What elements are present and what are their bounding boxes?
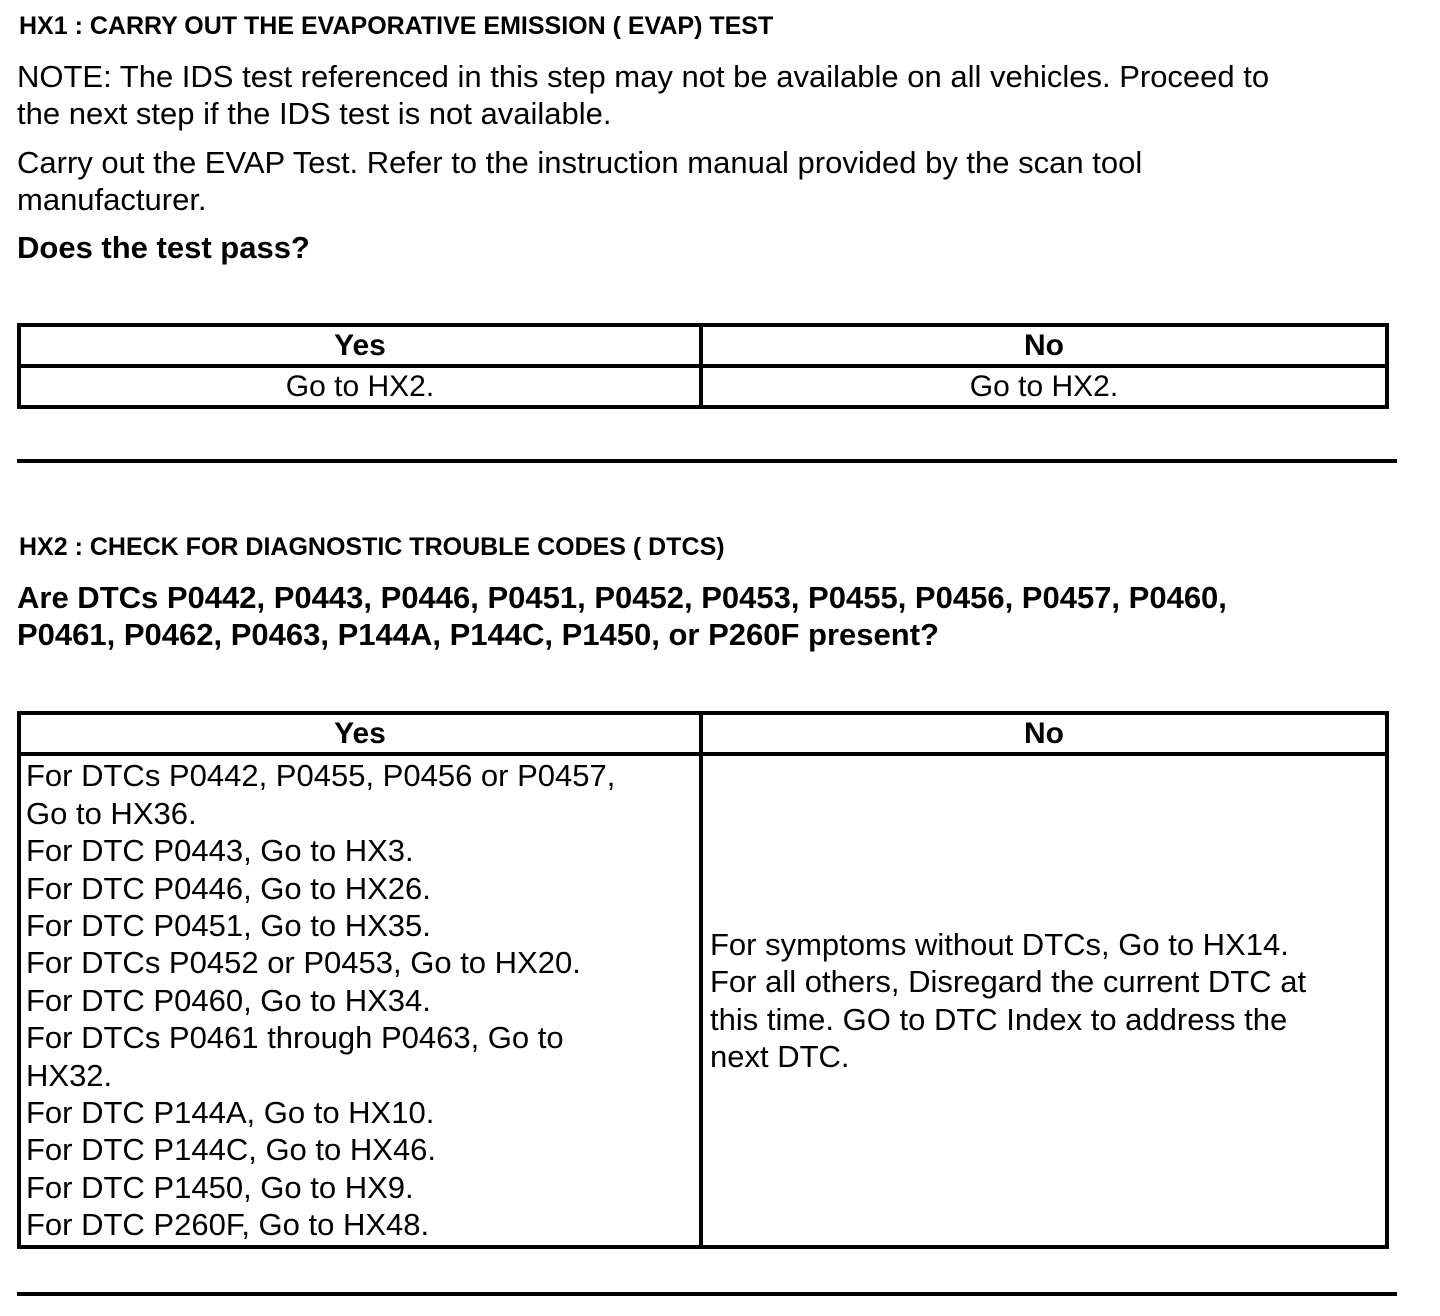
- note-line: NOTE: The IDS test referenced in this step may not be available on all vehicles. Proceed to: [17, 59, 1270, 94]
- no-result-line: For all others, Disregard the current DTC at: [710, 964, 1307, 1000]
- note-line: the next step if the IDS test is not available.: [17, 96, 612, 131]
- hx1-note: [17, 58, 1269, 132]
- question-line: Are DTCs P0442, P0443, P0446, P0451, P0452, P0453, P0455, P0456, P0457, P0460,: [17, 580, 1227, 615]
- yes-result-line: HX32.: [26, 1057, 113, 1093]
- yes-header: Yes: [19, 325, 701, 366]
- yes-result-line: For DTC P0443, Go to HX3.: [26, 833, 414, 869]
- hx1-heading: HX1 : CARRY OUT THE EVAPORATIVE EMISSION ( EVAP) TEST: [19, 12, 774, 40]
- no-result-line: next DTC.: [710, 1038, 850, 1074]
- yes-result: Go to HX2.: [19, 366, 701, 407]
- no-header: No: [701, 325, 1387, 366]
- question-line: P0461, P0462, P0463, P144A, P144C, P1450, or P260F present?: [17, 617, 939, 652]
- instruction-line: manufacturer.: [17, 182, 207, 217]
- hx2-question: [17, 579, 1227, 653]
- yes-result-line: For DTCs P0452 or P0453, Go to HX20.: [26, 945, 581, 981]
- yes-result-line: For DTC P0446, Go to HX26.: [26, 870, 431, 906]
- hx2-heading: HX2 : CHECK FOR DIAGNOSTIC TROUBLE CODES ( DTCS): [19, 533, 725, 561]
- no-result: Go to HX2.: [701, 366, 1387, 407]
- hx1-question: Does the test pass?: [17, 230, 310, 265]
- yes-result-line: For DTCs P0461 through P0463, Go to: [26, 1020, 564, 1056]
- section-divider: [17, 1292, 1397, 1296]
- yes-result-line: For DTC P0451, Go to HX35.: [26, 907, 431, 943]
- yes-header: Yes: [19, 713, 701, 754]
- no-header: No: [701, 713, 1387, 754]
- hx1-result-table: [17, 323, 1389, 409]
- hx1-instruction: [17, 144, 1142, 218]
- yes-result-line: For DTCs P0442, P0455, P0456 or P0457,: [26, 758, 616, 794]
- hx2-result-table: [17, 711, 1389, 1249]
- no-result-cell: [701, 754, 1387, 1247]
- no-result-line: For symptoms without DTCs, Go to HX14.: [710, 926, 1289, 962]
- instruction-line: Carry out the EVAP Test. Refer to the instruction manual provided by the scan tool: [17, 145, 1143, 180]
- yes-result-cell: [19, 754, 701, 1247]
- no-result-line: this time. GO to DTC Index to address the: [710, 1001, 1288, 1037]
- yes-result-line: For DTC P1450, Go to HX9.: [26, 1169, 414, 1205]
- yes-result-line: For DTC P260F, Go to HX48.: [26, 1207, 430, 1243]
- yes-result-line: For DTC P0460, Go to HX34.: [26, 982, 431, 1018]
- yes-result-line: Go to HX36.: [26, 795, 197, 831]
- yes-result-line: For DTC P144A, Go to HX10.: [26, 1095, 435, 1131]
- yes-result-line: For DTC P144C, Go to HX46.: [26, 1132, 437, 1168]
- section-divider: [17, 459, 1397, 463]
